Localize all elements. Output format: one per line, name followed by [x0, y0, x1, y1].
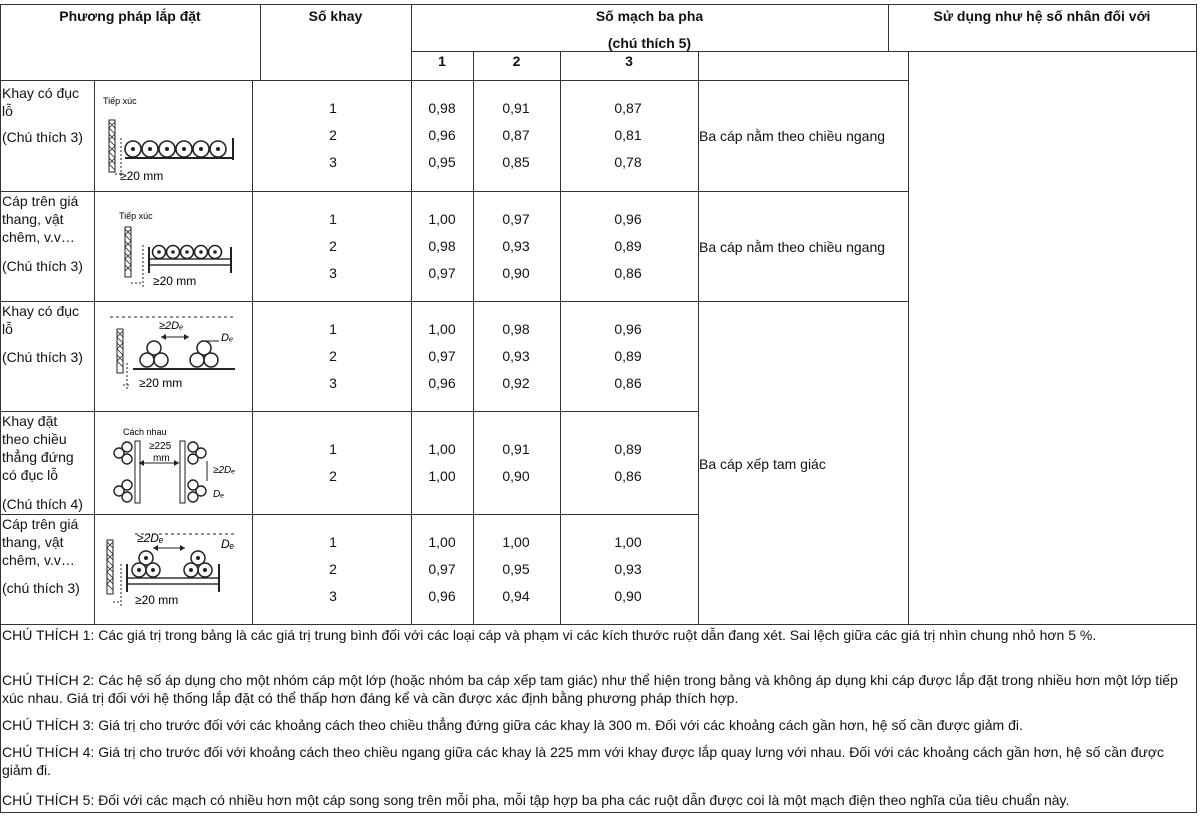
values-circuit-2: 0,91 0,87 0,85 — [502, 100, 530, 170]
trays-list: 1 2 3 — [329, 534, 337, 604]
method-label: Khay có đục lỗ — [2, 303, 80, 337]
header-use: Sử dụng như hệ số nhân đối với — [933, 8, 1151, 24]
use-label: Ba cáp nằm theo chiều ngang — [699, 128, 886, 144]
values-circuit-3: 0,87 0,81 0,78 — [614, 100, 642, 170]
diagram-tray-touching — [95, 82, 251, 188]
method-label: Cáp trên giá thang, vật chêm, v.v… — [2, 516, 79, 568]
svg-text:≥225: ≥225 — [149, 441, 172, 452]
method-note: (chú thích 3) — [2, 580, 80, 596]
header-circuits-note: (chú thích 5) — [607, 35, 692, 51]
note-1: CHÚ THÍCH 1: Các giá trị trong bảng là các giá trị trung bình đối với các loại cáp và phạm vi các kích thước ruột dẫn đang xét. Sai lệch giữa các giá trị nhìn chung nhỏ hơn 5 %. — [2, 627, 1097, 643]
header-circuits: Số mạch ba pha — [595, 8, 704, 24]
svg-text:Dₑ: Dₑ — [213, 489, 225, 500]
svg-text:≥20 mm: ≥20 mm — [120, 169, 164, 183]
method-note: (Chú thích 3) — [2, 258, 83, 274]
values-circuit-3: 0,89 0,86 — [614, 441, 642, 484]
svg-text:≥20 mm: ≥20 mm — [139, 376, 183, 390]
note-5: CHÚ THÍCH 5: Đối với các mạch có nhiều hơn một cáp song song trên mỗi pha, mỗi tập hợp ba pha các ruột dẫn được coi là một mạch điện theo nghĩa của tiêu chuẩn này. — [2, 792, 1070, 808]
header-circuit-2: 2 — [512, 53, 521, 69]
note-4: CHÚ THÍCH 4: Giá trị cho trước đối với khoảng cách theo chiều ngang giữa các khay là 225 mm với khay được lắp quay lưng với nhau. Đối với các khoảng cách gần hơn, hệ số cần được giảm đi. — [2, 744, 1165, 778]
header-circuit-1: 1 — [438, 53, 446, 69]
diagram-vertical-trays — [95, 413, 251, 513]
trays-list: 1 2 3 — [329, 100, 337, 170]
values-circuit-1: 1,00 0,97 0,96 — [428, 321, 456, 391]
method-label: Khay có đục lỗ — [2, 85, 80, 119]
note-2: CHÚ THÍCH 2: Các hệ số áp dụng cho một nhóm cáp một lớp (hoặc nhóm ba cáp xếp tam giác) như thể hiện trong bảng và không áp dụng khi cáp được lắp đặt trong nhiều hơn một lớp tiếp xúc nhau. Giá trị đối với hệ thống lắp đặt có thể thấp hơn đáng kể và cần được xác định bằng phương pháp thích hợp. — [2, 672, 1178, 706]
values-circuit-1: 0,98 0,96 0,95 — [428, 100, 456, 170]
values-circuit-2: 0,91 0,90 — [502, 441, 530, 484]
use-label: Ba cáp nằm theo chiều ngang — [699, 239, 886, 255]
values-circuit-2: 0,97 0,93 0,90 — [502, 211, 530, 281]
use-label: Ba cáp xếp tam giác — [699, 456, 826, 472]
svg-text:≥2Dₑ: ≥2Dₑ — [159, 320, 184, 332]
trays-list: 1 2 — [329, 441, 337, 484]
trays-list: 1 2 3 — [329, 211, 337, 281]
svg-text:≥2Dₑ: ≥2Dₑ — [213, 465, 236, 476]
header-trays: Số khay — [308, 8, 363, 24]
note-3: CHÚ THÍCH 3: Giá trị cho trước đối với các khoảng cách theo chiều thẳng đứng giữa các khay là 300 m. Đối với các khoảng cách gần hơn, hệ số cần được giảm đi. — [2, 717, 1023, 733]
method-label: Khay đặt theo chiều thẳng đứng có đục lỗ — [2, 413, 74, 483]
method-note: (Chú thích 3) — [2, 349, 83, 365]
values-circuit-2: 0,98 0,93 0,92 — [502, 321, 530, 391]
svg-text:Cách nhau: Cách nhau — [123, 427, 167, 437]
diagram-ladder-trefoil — [95, 516, 251, 622]
values-circuit-2: 1,00 0,95 0,94 — [502, 534, 530, 604]
svg-text:Dₑ: Dₑ — [221, 332, 234, 344]
values-circuit-3: 0,96 0,89 0,86 — [614, 211, 642, 281]
method-label: Cáp trên giá thang, vật chêm, v.v… — [2, 193, 79, 245]
svg-text:mm: mm — [153, 453, 170, 464]
svg-text:Tiếp xúc: Tiếp xúc — [103, 96, 137, 106]
values-circuit-1: 1,00 0,98 0,97 — [428, 211, 456, 281]
values-circuit-3: 1,00 0,93 0,90 — [614, 534, 642, 604]
method-note: (Chú thích 3) — [2, 129, 83, 145]
header-circuit-3: 3 — [625, 53, 633, 69]
method-note: (Chú thích 4) — [2, 496, 83, 512]
header-method: Phương pháp lắp đặt — [59, 8, 201, 24]
svg-text:Dₑ: Dₑ — [221, 537, 235, 551]
diagram-tray-trefoil — [95, 303, 251, 409]
values-circuit-3: 0,96 0,89 0,86 — [614, 321, 642, 391]
svg-text:Tiếp xúc: Tiếp xúc — [119, 211, 153, 221]
trays-list: 1 2 3 — [329, 321, 337, 391]
diagram-ladder-touching — [95, 193, 251, 299]
svg-text:≥20 mm: ≥20 mm — [135, 593, 179, 607]
values-circuit-1: 1,00 0,97 0,96 — [428, 534, 456, 604]
svg-text:≥2Dₑ: ≥2Dₑ — [137, 531, 164, 545]
values-circuit-1: 1,00 1,00 — [428, 441, 456, 484]
svg-text:≥20 mm: ≥20 mm — [153, 274, 197, 288]
